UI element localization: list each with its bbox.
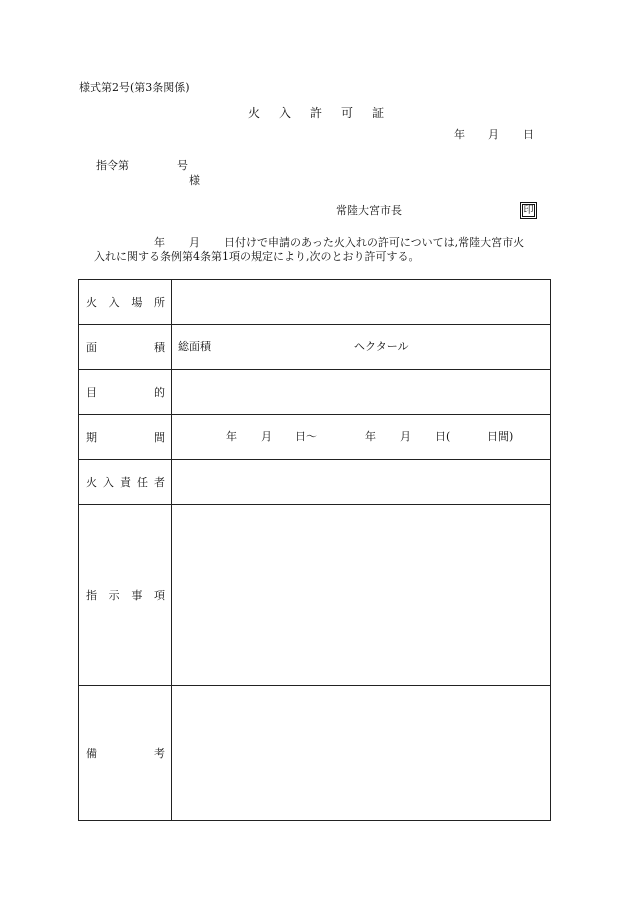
period-start-day: 日〜 — [295, 430, 317, 443]
label-char: 考 — [154, 747, 165, 760]
label-char: 期 — [86, 431, 97, 444]
label-char: 面 — [86, 341, 97, 354]
period-label — [79, 415, 172, 460]
issuer-name: 常陸大宮市長 — [336, 204, 402, 217]
addressee-honorific: 様 — [189, 174, 200, 187]
label-char: 火 — [86, 296, 97, 309]
label-char: 的 — [154, 386, 165, 399]
date-year: 年 — [454, 128, 465, 141]
label-char: 責 — [120, 476, 131, 489]
form-number-label: 様式第2号(第3条関係) — [79, 81, 190, 94]
label-char: 入 — [108, 296, 120, 309]
table-row-instructions — [79, 505, 551, 686]
table-row-responsible — [79, 460, 551, 505]
period-end-day: 日( — [435, 430, 451, 443]
area-total-label: 総面積 — [178, 340, 211, 353]
title-char: 火 — [248, 106, 261, 120]
label-char: 積 — [154, 341, 165, 354]
table-row-place — [79, 280, 551, 325]
table-row-area — [79, 325, 551, 370]
title-char: 許 — [310, 106, 323, 120]
order-number-label: 指令第 — [96, 159, 129, 172]
responsible-label — [79, 460, 172, 505]
label-char: 任 — [137, 476, 148, 489]
label-char: 指 — [86, 589, 97, 602]
body-text-line1: 日付けで申請のあった火入れの許可については,常陸大宮市火 — [224, 236, 525, 249]
label-char: 目 — [86, 386, 97, 399]
table-row-remarks — [79, 686, 551, 821]
title-char: 可 — [341, 106, 354, 120]
date-day: 日 — [523, 128, 534, 141]
period-end-year: 年 — [365, 430, 376, 443]
label-char: 場 — [131, 296, 143, 309]
order-number-suffix: 号 — [177, 159, 188, 172]
label-char: 所 — [153, 296, 165, 309]
area-label — [79, 325, 172, 370]
label-char: 備 — [86, 747, 97, 760]
label-char: 事 — [131, 589, 143, 602]
permit-details-table — [78, 279, 551, 821]
label-char: 間 — [154, 431, 165, 444]
area-unit-label: ヘクタール — [354, 340, 409, 353]
period-days-count: 日間) — [487, 430, 514, 443]
place-label — [79, 280, 172, 325]
table-row-purpose — [79, 370, 551, 415]
body-text-line2: 入れに関する条例第4条第1項の規定により,次のとおり許可する。 — [94, 250, 420, 263]
title-char: 入 — [279, 106, 292, 120]
table-row-period — [79, 415, 551, 460]
label-char: 火 — [86, 476, 97, 489]
instructions-value-cell[interactable] — [172, 505, 551, 686]
title-char: 証 — [372, 106, 385, 120]
purpose-label — [79, 370, 172, 415]
seal-stamp — [520, 202, 537, 219]
period-end-month: 月 — [400, 430, 411, 443]
period-start-year: 年 — [226, 430, 237, 443]
purpose-value-cell[interactable] — [172, 370, 551, 415]
label-char: 者 — [154, 476, 165, 489]
body-month: 月 — [189, 236, 200, 249]
period-start-month: 月 — [261, 430, 272, 443]
period-value-cell[interactable] — [172, 415, 551, 460]
label-char: 項 — [153, 589, 165, 602]
responsible-value-cell[interactable] — [172, 460, 551, 505]
remarks-label — [79, 686, 172, 821]
body-year: 年 — [154, 236, 165, 249]
label-char: 示 — [108, 589, 120, 602]
place-value-cell[interactable] — [172, 280, 551, 325]
label-char: 入 — [103, 476, 114, 489]
area-value-cell[interactable] — [172, 325, 551, 370]
remarks-value-cell[interactable] — [172, 686, 551, 821]
instructions-label — [79, 505, 172, 686]
seal-char: 印 — [523, 204, 534, 216]
date-month: 月 — [488, 128, 499, 141]
document-title — [248, 107, 384, 119]
